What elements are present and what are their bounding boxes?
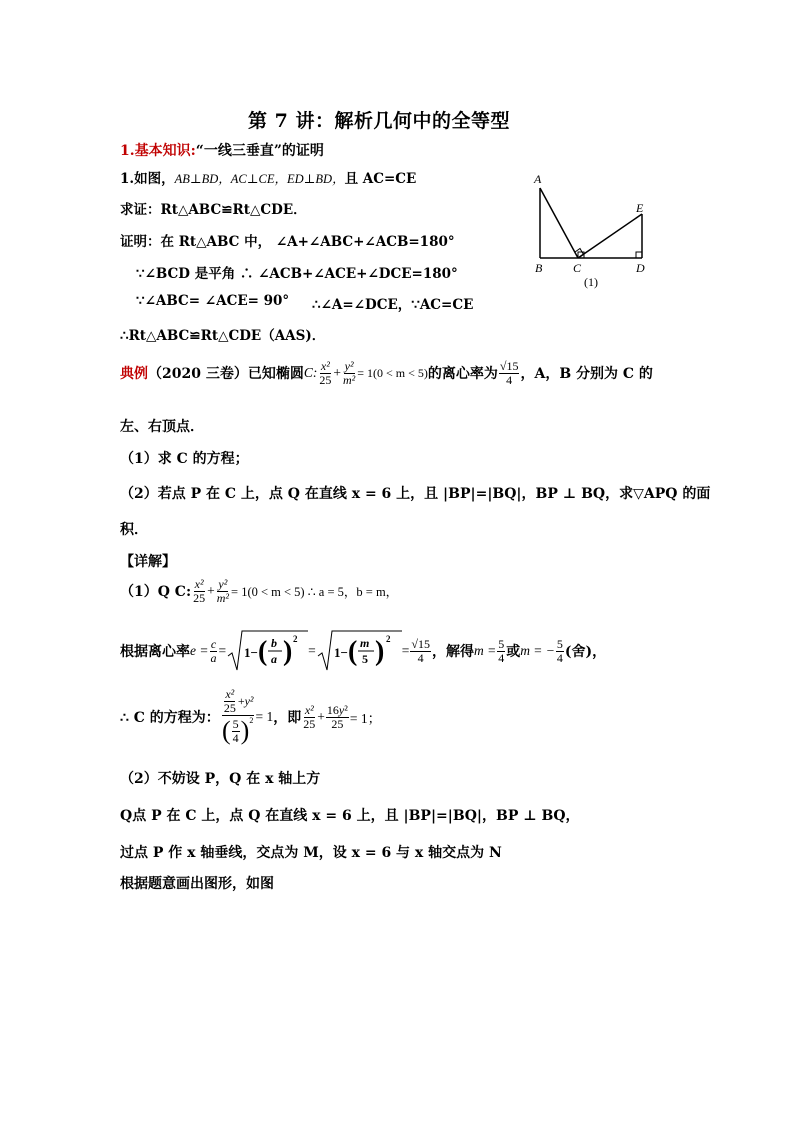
label-b: B — [535, 261, 543, 275]
proof-line-3b: ∴∠A=∠DCE，∵AC=CE — [312, 297, 474, 313]
s1-x-term — [192, 578, 206, 604]
example-tag: 典例 — [120, 366, 148, 383]
example1-prove: 求证：Rt△ABC≌Rt△CDE． — [120, 202, 307, 218]
section-head: 基本知识: — [134, 143, 196, 159]
svg-text:): ) — [374, 636, 385, 667]
s3-lead: ∴ C 的方程为： — [120, 710, 220, 727]
example2-line2: 左、右顶点． — [120, 419, 204, 435]
s2-m2: m = − — [520, 643, 555, 658]
svg-text:5: 5 — [361, 652, 368, 666]
x-num: x² — [320, 359, 330, 373]
proof-conclusion: ∴Rt△ABC≌Rt△CDE（AAS)． — [120, 328, 326, 344]
example1-conditions: AB⊥BD，AC⊥CE，ED⊥BD， — [174, 172, 345, 186]
s2-end: (舍)， — [564, 644, 607, 660]
s1-y-den: m² — [216, 590, 230, 605]
svg-text:a: a — [271, 652, 278, 666]
proof-line-3a: ∵∠ABC= ∠ACE= 90° — [136, 293, 290, 309]
ecc-den: 4 — [506, 372, 513, 387]
label-c: C — [573, 261, 582, 275]
solution-heading: 【详解】 — [120, 554, 176, 570]
example1-line1 — [120, 167, 416, 187]
s2-mid: ，解得 — [431, 644, 474, 660]
s2-or: 或 — [506, 644, 521, 660]
s3-end: = 1； — [349, 711, 382, 727]
svg-text:): ) — [283, 636, 293, 667]
right-angle-d — [636, 252, 642, 258]
s3-big-fraction: $\frac{\text{x²}}{25}$ + y² ( $\frac{5}{4}$ ) $^2$ — [222, 687, 254, 746]
sqrt-expr-1 — [226, 628, 308, 674]
ellipse-x-term — [318, 360, 332, 386]
ecc-num: √15 — [499, 359, 519, 373]
x-den: 25 — [319, 372, 332, 387]
svg-text:1−: 1− — [333, 645, 348, 660]
segment-ac — [540, 188, 578, 258]
example-source: （2020 三卷）已知椭圆 — [148, 366, 304, 383]
svg-text:2: 2 — [385, 634, 391, 644]
svg-text:(: ( — [258, 636, 268, 667]
solution-step-1: （1）Q C: $\frac{\text{x²}}{25}$ + $\frac{\text{y²}}{\text{m²}}$ = 1(0 < m < 5) ∴ a = 5，b = m， — [120, 577, 399, 605]
example2-tail: ，A，B 分别为 C 的 — [520, 366, 653, 383]
page-title: 第 7 讲：解析几何中的全等型 — [248, 110, 510, 132]
s1-y-term — [216, 578, 230, 604]
ellipse-condition: = 1(0 < m < 5) — [357, 365, 428, 380]
s1-rest: = 1(0 < m < 5) ∴ a = 5，b = m， — [231, 585, 399, 600]
svg-text:b: b — [271, 636, 278, 650]
section-number: 1. — [120, 143, 135, 159]
y-den: m² — [342, 372, 356, 387]
figure-caption: (1) — [584, 275, 598, 289]
ellipse-name: C: — [303, 365, 318, 381]
proof-line-1: 证明：在 Rt△ABC 中， ∠A+∠ABC+∠ACB=180° — [120, 234, 455, 250]
solution-step-2: 根据离心率 e = $\frac{c}{a}$ = 1− ( b a ) 2 = 1− ( m 5 ) 2 = $\frac{√15}{4}$ ，解得 m = $\frac{5}{4}$ 或 m = − $\frac{5}{4}$ (舍)， — [120, 628, 606, 674]
s1-y-num: y² — [218, 577, 228, 591]
label-d: D — [636, 261, 645, 275]
section-heading — [120, 140, 324, 160]
sqrt-expr-2 — [316, 628, 402, 674]
s1-x-num: x² — [194, 577, 204, 591]
question-1: （1）求 C 的方程； — [120, 451, 249, 467]
y-num: y² — [344, 359, 354, 373]
s1-lead: （1）Q C: — [120, 584, 192, 601]
segment-ce — [578, 214, 642, 258]
question-2-cont: 积． — [120, 522, 148, 538]
example1-intro: 1.如图， — [120, 171, 175, 187]
s2-lead: 根据离心率 — [120, 644, 190, 660]
solution-step-5: Q点 P 在 C 上，点 Q 在直线 x = 6 上，且 |BP|=|BQ|，BP ⊥ BQ， — [120, 808, 580, 824]
ellipse-y-term — [342, 360, 356, 386]
section-subject: “一线三垂直”的证明 — [195, 143, 324, 159]
eccentricity-text: 的离心率为 — [427, 366, 498, 383]
svg-text:2: 2 — [293, 634, 298, 644]
solution-step-4: （2）不妨设 P，Q 在 x 轴上方 — [120, 771, 321, 787]
label-a: A — [534, 172, 542, 186]
example2-line1: 典例 （2020 三卷）已知椭圆 C: $\frac{\text{x²}}{25}$ + $\frac{\text{y²}}{\text{m²}}$ = 1(0 < m < 5) 的离心率为 $\frac{√15}{4}$ ，A，B 分别为 C 的 — [120, 359, 653, 387]
solution-step-7: 根据题意画出图形，如图 — [120, 876, 274, 892]
label-e: E — [636, 201, 644, 215]
question-2: （2）若点 P 在 C 上，点 Q 在直线 x = 6 上，且 |BP|=|BQ|，BP ⊥ BQ，求▽APQ 的面 — [120, 486, 711, 502]
triangle-figure — [528, 168, 658, 293]
s1-x-den: 25 — [193, 590, 206, 605]
svg-text:(: ( — [347, 636, 358, 667]
solution-step-6: 过点 P 作 x 轴垂线，交点为 M，设 x = 6 与 x 轴交点为 N — [120, 845, 502, 861]
s2-e: e = — [190, 643, 209, 658]
example1-given: 且 AC=CE — [344, 171, 417, 187]
eccentricity-value — [499, 360, 520, 386]
proof-line-2: ∵∠BCD 是平角 ∴ ∠ACB+∠ACE+∠DCE=180° — [136, 266, 458, 282]
solution-step-3: ∴ C 的方程为： $\frac{\text{x²}}{25}$ + y² ( $\frac{5}{4}$ ) $^2$ = 1 ，即 $\frac{\text{x²}}{25}$ + $\frac{\text{16y²}}{25}$ = 1； — [120, 687, 382, 746]
s3-mid: ，即 — [273, 710, 302, 727]
svg-text:m: m — [359, 636, 370, 650]
s2-m1: m = — [473, 643, 497, 658]
svg-text:1−: 1− — [244, 645, 259, 660]
